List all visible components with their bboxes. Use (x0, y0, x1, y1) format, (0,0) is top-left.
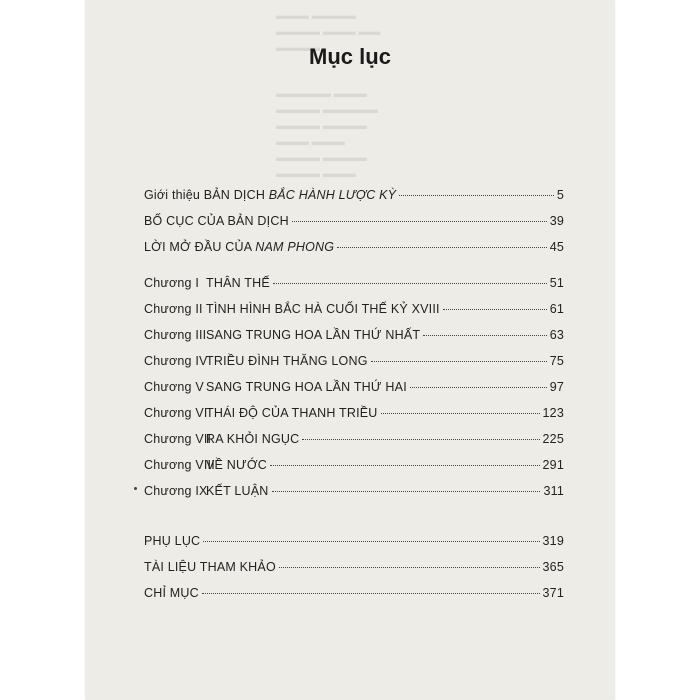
toc-page-number: 371 (542, 586, 564, 600)
toc-entry-label: LỜI MỞ ĐẦU CỦA NAM PHONG (144, 240, 335, 254)
chapter-number: Chương III (144, 328, 207, 342)
dot-leader (381, 413, 540, 414)
toc-chapter-label (144, 302, 440, 316)
toc-chapter-entry (144, 484, 564, 510)
dot-leader (443, 309, 547, 310)
toc-page-number: 45 (549, 240, 564, 254)
chapter-title: THÂN THẾ (206, 276, 270, 290)
chapter-title: SANG TRUNG HOA LẦN THỨ HAI (206, 380, 407, 394)
dot-leader (279, 567, 540, 568)
toc-chapter-label (144, 328, 420, 342)
toc-page-number: 123 (542, 406, 564, 420)
dot-leader (202, 593, 540, 594)
dot-leader (399, 195, 554, 196)
toc-chapter-entry (144, 276, 564, 302)
chapter-title: THÁI ĐỘ CỦA THANH TRIỀU (206, 406, 378, 420)
table-of-contents (144, 188, 564, 612)
toc-chapter-label (144, 458, 267, 472)
toc-entry-label: Giới thiệu BẢN DỊCH BẮC HÀNH LƯỢC KỲ (144, 188, 397, 202)
chapter-number: Chương II (144, 302, 203, 316)
bleed-through-text: ▬▬▬ ▬▬▬▬ ▬▬▬▬ ▬▬▬ ▬▬ ▬▬▬▬ (276, 10, 381, 54)
dot-leader (423, 335, 546, 336)
chapter-title: SANG TRUNG HOA LẦN THỨ NHẤT (206, 328, 421, 342)
dot-leader (337, 247, 547, 248)
toc-chapter-entry (144, 432, 564, 458)
toc-chapter-entry (144, 406, 564, 432)
dot-leader (203, 541, 539, 542)
chapter-number: Chương VIII (144, 458, 215, 472)
toc-entry (144, 214, 564, 240)
toc-entry-label: TÀI LIỆU THAM KHẢO (144, 560, 276, 574)
book-page (86, 0, 614, 700)
toc-entry (144, 560, 564, 586)
toc-chapter-entry (144, 354, 564, 380)
toc-page-number: 365 (542, 560, 564, 574)
toc-chapter-label (144, 276, 270, 290)
toc-page-number: 75 (549, 354, 564, 368)
dot-leader (273, 283, 547, 284)
toc-chapter-entry (144, 380, 564, 406)
chapter-number: Chương VI (144, 406, 208, 420)
toc-chapter-label (144, 432, 299, 446)
dot-leader (302, 439, 539, 440)
chapter-title: KẾT LUẬN (206, 484, 269, 498)
toc-chapter-label (144, 354, 368, 368)
chapter-number: Chương VII (144, 432, 212, 446)
toc-page-number: 225 (542, 432, 564, 446)
toc-page-number: 97 (549, 380, 564, 394)
toc-entry-label: CHỈ MỤC (144, 586, 199, 600)
toc-entry (144, 534, 564, 560)
toc-chapter-entry (144, 328, 564, 354)
chapter-number: Chương IX (144, 484, 208, 498)
dot-leader (270, 465, 540, 466)
toc-entry-label-italic: BẮC HÀNH LƯỢC KỲ (268, 188, 397, 202)
chapter-number: Chương I (144, 276, 199, 290)
chapter-title: RA KHỎI NGỤC (206, 432, 300, 446)
toc-chapter-entry (144, 458, 564, 484)
dot-leader (272, 491, 541, 492)
page-title: Mục lục (309, 44, 391, 69)
dot-leader (292, 221, 547, 222)
toc-page-number: 39 (549, 214, 564, 228)
toc-page-number: 319 (542, 534, 564, 548)
dot-leader (371, 361, 547, 362)
chapter-title: TÌNH HÌNH BẮC HÀ CUỐI THẾ KỶ XVIII (206, 302, 440, 316)
toc-page-number: 311 (543, 484, 564, 498)
chapter-number: Chương V (144, 380, 204, 394)
toc-entry (144, 240, 564, 266)
toc-chapter-label (144, 380, 407, 394)
margin-mark (134, 487, 137, 490)
toc-chapter-label (144, 484, 269, 498)
toc-page-number: 5 (556, 188, 564, 202)
toc-entry-label-italic: NAM PHONG (255, 240, 335, 254)
chapter-number: Chương IV (144, 354, 208, 368)
chapter-title: TRIỀU ĐÌNH THĂNG LONG (206, 354, 368, 368)
bleed-through-text: ▬▬▬▬▬ ▬▬▬ ▬▬▬▬ ▬▬▬▬▬ ▬▬▬▬ ▬▬▬▬ ▬▬▬ ▬▬▬ ▬▬▬▬ ▬▬▬▬ ▬▬▬▬ ▬▬▬ (276, 88, 378, 180)
toc-chapter-label (144, 406, 378, 420)
toc-chapter-entry (144, 302, 564, 328)
dot-leader (410, 387, 547, 388)
toc-page-number: 63 (549, 328, 564, 342)
toc-entry (144, 188, 564, 214)
toc-page-number: 51 (549, 276, 564, 290)
chapter-title: VỀ NƯỚC (206, 458, 267, 472)
toc-entry (144, 586, 564, 612)
toc-entry-label: BỐ CỤC CỦA BẢN DỊCH (144, 214, 289, 228)
toc-entry-label: PHỤ LỤC (144, 534, 201, 548)
toc-page-number: 291 (542, 458, 564, 472)
toc-page-number: 61 (549, 302, 564, 316)
